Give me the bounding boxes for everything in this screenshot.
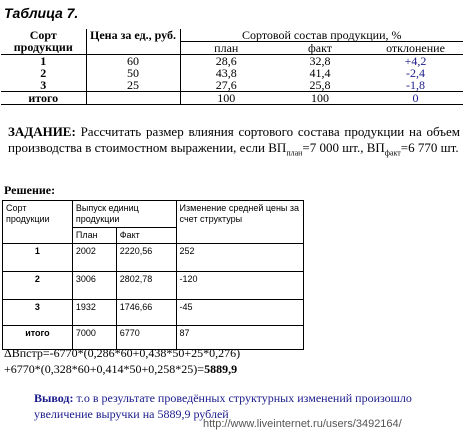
header-plan: план <box>180 42 272 55</box>
table-row: 2 3006 2802,78 -120 <box>3 272 304 300</box>
table-total-row: итого 100 100 0 <box>1 92 463 105</box>
task-paragraph: ЗАДАНИЕ: Рассчитать размер влияния сортового состава продукции на объем производства в стоимостном выражении, если $ВП_{план}=7$ 000 шт., $ВП_{факт}=6$ 770 шт. <box>8 124 460 158</box>
formula-result: 5889,9 <box>204 362 238 376</box>
table-row: 3 25 27,6 25,8 -1,8 <box>1 79 463 92</box>
header-sort: Сорт продукции <box>3 201 73 244</box>
header-fact: Факт <box>116 228 176 244</box>
table-row: 1 60 28,6 32,8 +4,2 <box>1 55 463 68</box>
conclusion: Вывод: т.о в результате проведённых структурных изменений произошло увеличение выручки на 5889,9 рублей <box>34 391 412 421</box>
table-total-row: итого 7000 6770 87 <box>3 326 304 350</box>
header-output: Выпуск единиц продукции <box>72 201 176 228</box>
formula-line-2: +6770*(0,328*60+0,414*50+0,258*25)=5889,9 <box>4 362 238 376</box>
header-plan: План <box>72 228 116 244</box>
table-title: Таблица 7. <box>4 5 79 21</box>
table-row: 3 1932 1746,66 -45 <box>3 300 304 326</box>
table-row: 1 2002 2220,56 252 <box>3 244 304 272</box>
formula-line-1: ΔВпстр=-6770*(0,286*60+0,438*50+25*0,276) <box>4 346 241 360</box>
header-price: Цена за ед., руб. <box>86 29 180 55</box>
header-deviation: отклонение <box>386 41 445 55</box>
solution-heading: Решение: <box>4 183 56 197</box>
table-row: 2 50 43,8 41,4 -2,4 <box>40 66 425 80</box>
conclusion-label: Вывод: <box>34 391 74 405</box>
header-fact: факт <box>307 41 333 55</box>
formula <box>4 345 240 377</box>
solution-table <box>2 200 304 350</box>
watermark: http://www.liveinternet.ru/users/3492164/ <box>203 418 402 430</box>
header-composition: Сортовой состав продукции, % <box>180 29 463 42</box>
task-label: ЗАДАНИЕ: <box>8 124 76 139</box>
sort-composition-table <box>1 29 463 105</box>
header-price-change: Изменение средней цены за счет структуры <box>176 201 303 244</box>
header-sort: Сорт продукции <box>13 28 73 54</box>
